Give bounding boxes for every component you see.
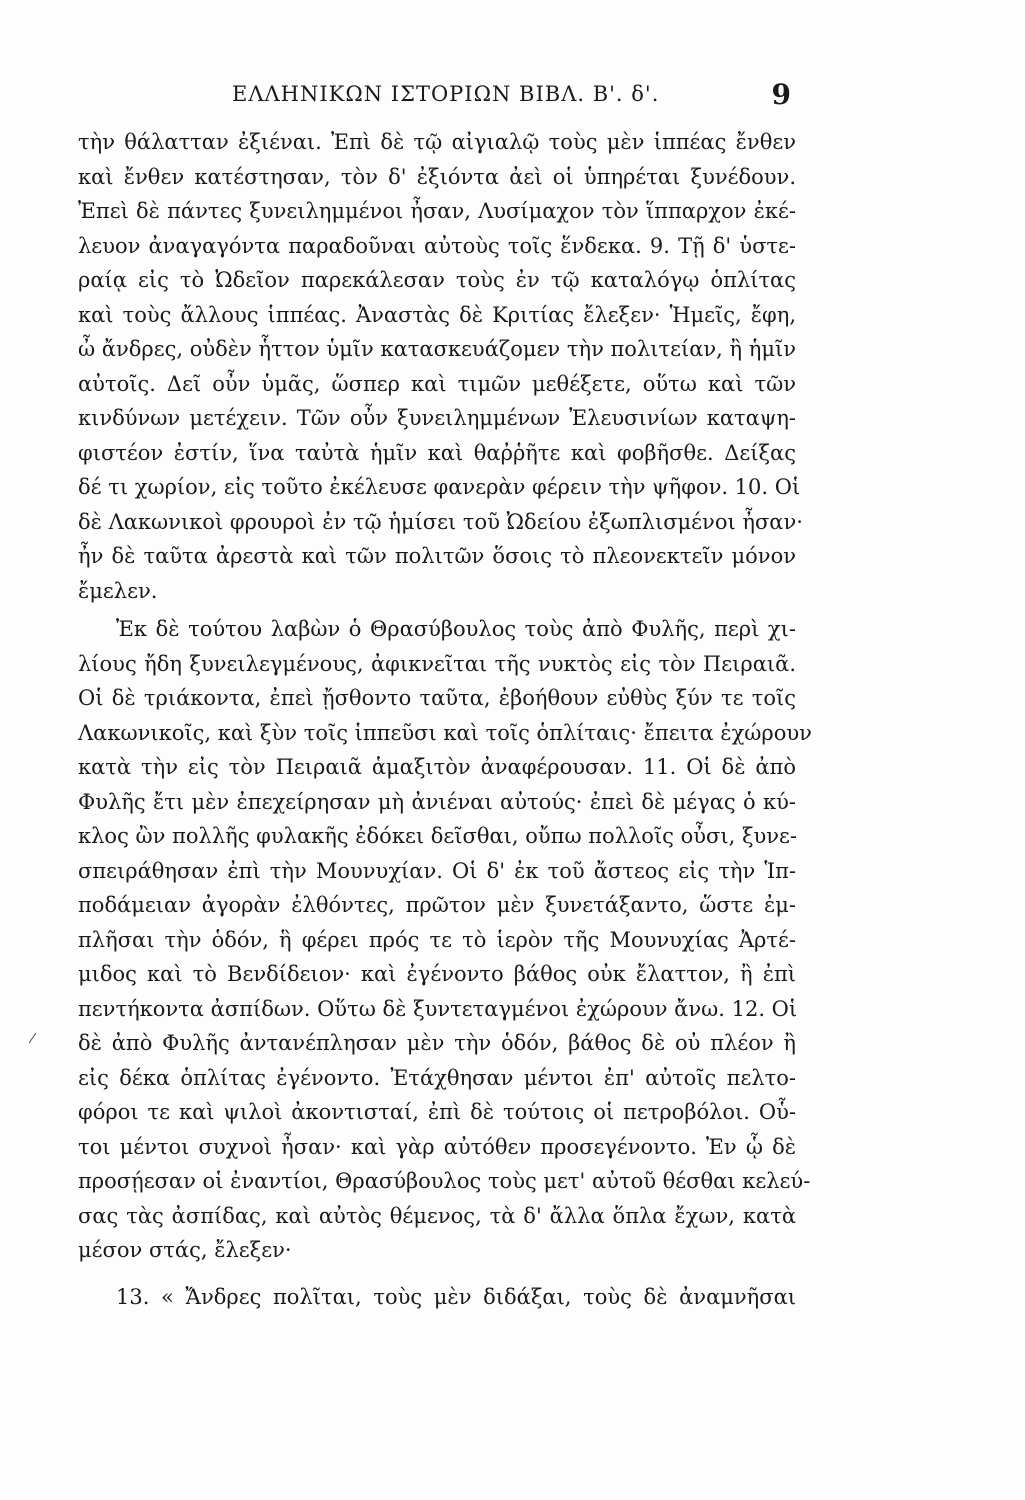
text-line: πεντήκοντα ἀσπίδων. Οὕτω δὲ ξυντεταγμένοι ἐχώρουν ἄνω. 12. Οἱ [78, 996, 798, 1021]
text-line: σπειράθησαν ἐπὶ τὴν Μουνυχίαν. Οἱ δ' ἐκ τοῦ ἄστεος εἰς τὴν Ἱπ- [78, 858, 796, 883]
section-13-line: 13. « Ἄνδρες πολῖται, τοὺς μὲν διδάξαι, τοὺς δὲ ἀναμνῆσαι [116, 1284, 796, 1309]
text-line: Φυλῆς ἔτι μὲν ἐπεχείρησαν μὴ ἀνιέναι αὐτούς· ἐπεὶ δὲ μέγας ὁ κύ- [78, 789, 796, 814]
text-line: λευον ἀναγαγόντα παραδοῦναι αὐτοὺς τοῖς ἕνδεκα. 9. Τῇ δ' ὑστε- [78, 233, 796, 258]
text-line: ποδάμειαν ἀγορὰν ἐλθόντες, πρῶτον μὲν ξυνετάξαντο, ὥστε ἐμ- [78, 893, 796, 917]
text-line: ἔμελεν. [78, 578, 158, 603]
text-line: δὲ Λακωνικοὶ φρουροὶ ἐν τῷ ἡμίσει τοῦ Ὠδείου ἐξωπλισμένοι ἦσαν· [78, 509, 803, 534]
text-line: αὐτοῖς. Δεῖ οὖν ὑμᾶς, ὥσπερ καὶ τιμῶν μεθέξετε, οὕτω καὶ τῶν [78, 371, 796, 396]
text-line: προσῄεσαν οἱ ἐναντίοι, Θρασύβουλος τοὺς μετ' αὐτοῦ θέσθαι κελεύ- [78, 1169, 811, 1193]
text-line: πλῆσαι τὴν ὁδόν, ἣ φέρει πρός τε τὸ ἱερὸν τῆς Μουνυχίας Ἀρτέ- [78, 927, 796, 952]
text-line: καὶ ἔνθεν κατέστησαν, τὸν δ' ἐξιόντα ἀεὶ οἱ ὑπηρέται ξυνέδουν. [78, 164, 796, 189]
text-line: κλος ὢν πολλῆς φυλακῆς ἐδόκει δεῖσθαι, οὔπω πολλοῖς οὖσι, ξυνε- [78, 824, 798, 848]
running-title: ΕΛΛΗΝΙΚΩΝ ΙΣΤΟΡΙΩΝ ΒΙΒΛ. Β'. δ'. [232, 82, 660, 106]
text-line: ὦ ἄνδρες, οὐδὲν ἧττον ὑμῖν κατασκευάζομεν τὴν πολιτείαν, ἢ ἡμῖν [78, 337, 797, 361]
text-line: τοι μέντοι συχνοὶ ἦσαν· καὶ γὰρ αὐτόθεν προσεγένοντο. Ἐν ᾧ δὲ [78, 1134, 796, 1159]
text-line: Οἱ δὲ τριάκοντα, ἐπεὶ ᾔσθοντο ταῦτα, ἐβοήθουν εὐθὺς ξύν τε τοῖς [78, 686, 796, 710]
text-line: φόροι τε καὶ ψιλοὶ ἀκοντισταί, ἐπὶ δὲ τούτοις οἱ πετροβόλοι. Οὗ- [78, 1100, 796, 1124]
text-line: Ἐκ δὲ τούτου λαβὼν ὁ Θρασύβουλος τοὺς ἀπὸ Φυλῆς, περὶ χι- [116, 617, 796, 641]
text-line: κατὰ τὴν εἰς τὸν Πειραιᾶ ἁμαξιτὸν ἀναφέρουσαν. 11. Οἱ δὲ ἀπὸ [78, 755, 796, 779]
margin-mark [29, 1033, 37, 1043]
text-line: μιδος καὶ τὸ Βενδίδειον· καὶ ἐγένοντο βάθος οὐκ ἔλαττον, ἢ ἐπὶ [78, 962, 796, 986]
text-line: Ἐπεὶ δὲ πάντες ξυνειλημμένοι ἦσαν, Λυσίμαχον τὸν ἵππαρχον ἐκέ- [78, 199, 796, 223]
text-line: ἦν δὲ ταῦτα ἀρεστὰ καὶ τῶν πολιτῶν ὅσοις τὸ πλεονεκτεῖν μόνον [78, 544, 796, 568]
text-line: κινδύνων μετέχειν. Τῶν οὖν ξυνειλημμένων Ἐλευσινίων καταψη- [78, 406, 796, 430]
text-line: δέ τι χωρίον, εἰς τοῦτο ἐκέλευσε φανερὰν φέρειν τὴν ψῆφον. 10. Οἱ [78, 475, 801, 499]
text-line: μέσον στάς, ἔλεξεν· [78, 1238, 292, 1262]
text-line: καὶ τοὺς ἄλλους ἱππέας. Ἀναστὰς δὲ Κριτίας ἔλεξεν· Ἡμεῖς, ἔφη, [78, 302, 796, 327]
main-text [78, 125, 812, 1314]
text-line: φιστέον ἐστίν, ἵνα ταὐτὰ ἡμῖν καὶ θαῤῥῆτε καὶ φοβῆσθε. Δείξας [78, 440, 796, 465]
text-line: λίους ἤδη ξυνειλεγμένους, ἀφικνεῖται τῆς νυκτὸς εἰς τὸν Πειραιᾶ. [78, 651, 796, 676]
running-head [232, 78, 792, 114]
text-line: δὲ ἀπὸ Φυλῆς ἀντανέπλησαν μὲν τὴν ὁδόν, βάθος δὲ οὐ πλέον ἢ [78, 1031, 796, 1055]
text-line: εἰς δέκα ὁπλίτας ἐγένοντο. Ἐτάχθησαν μέντοι ἐπ' αὐτοῖς πελτο- [78, 1065, 796, 1090]
text-line: Λακωνικοῖς, καὶ ξὺν τοῖς ἱππεῦσι καὶ τοῖς ὁπλίταις· ἔπειτα ἐχώρουν [78, 720, 812, 745]
text-line: τὴν θάλατταν ἐξιέναι. Ἐπὶ δὲ τῷ αἰγιαλῷ τοὺς μὲν ἱππέας ἔνθεν [78, 130, 796, 154]
page-number: 9 [771, 78, 792, 111]
text-line: ραίᾳ εἰς τὸ Ὠδεῖον παρεκάλεσαν τοὺς ἐν τῷ καταλόγῳ ὁπλίτας [78, 268, 796, 292]
text-line: σας τὰς ἀσπίδας, καὶ αὐτὸς θέμενος, τὰ δ' ἄλλα ὅπλα ἔχων, κατὰ [78, 1203, 796, 1228]
